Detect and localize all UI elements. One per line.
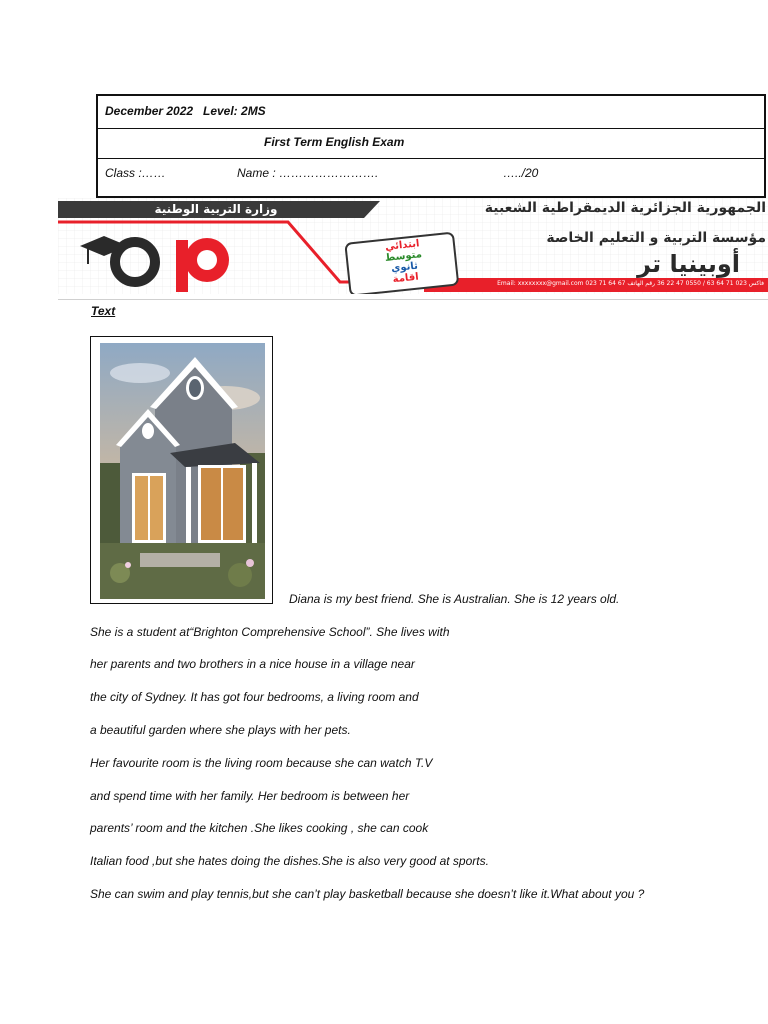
badge-level-primary: ابتدائي (384, 238, 420, 253)
levels-badge-text (350, 231, 459, 294)
name-field-label: Name : ……………………. (237, 166, 379, 180)
house-photo-icon (100, 343, 265, 599)
paragraph-line-3: her parents and two brothers in a nice house in a village near (90, 657, 415, 671)
paragraph-line-8: parents’ room and the kitchen .She likes cooking , she can cook (90, 821, 429, 835)
house-photo-frame (90, 336, 273, 604)
paragraph-line-6: Her favourite room is the living room because she can watch T.V (90, 756, 433, 770)
institution-text: مؤسسة التربية و التعليم الخاصة (546, 230, 766, 246)
exam-level: Level: 2MS (203, 104, 266, 118)
score-field-label: …../20 (503, 166, 539, 180)
header-row-date-level (98, 96, 764, 129)
exam-title: First Term English Exam (264, 135, 405, 149)
header-row-title (98, 129, 764, 159)
class-field-label: Class :…… (105, 166, 166, 180)
paragraph-line-5: a beautiful garden where she plays with her pets. (90, 723, 351, 737)
header-row-student-info (98, 159, 764, 196)
ministry-text: وزارة التربية الوطنية (154, 202, 278, 216)
section-heading: Text (91, 304, 116, 318)
republic-text: الجمهورية الجزائرية الديمقراطية الشعبية (484, 200, 766, 216)
paragraph-line-10: She can swim and play tennis,but she can’t play basketball because she doesn’t like it.What about you ? (90, 887, 645, 901)
exam-header-table (96, 94, 766, 198)
exam-date: December 2022 (105, 104, 194, 118)
paragraph-line-2: She is a student at“Brighton Comprehensive School”. She lives with (90, 625, 450, 639)
paragraph-line-9: Italian food ,but she hates doing the dishes.She is also very good at sports. (90, 854, 489, 868)
badge-level-residence: اقامة (392, 271, 420, 286)
badge-level-secondary: ثانوي (390, 260, 419, 275)
paragraph-line-4: the city of Sydney. It has got four bedrooms, a living room and (90, 690, 419, 704)
badge-level-middle: متوسط (384, 249, 423, 264)
contact-line: Email: xxxxxxxx@gmail.com 023 71 64 67 فاكس 023 71 64 63 / 0550 47 22 36 رقم الهاتف (497, 280, 764, 287)
paragraph-line-1: Diana is my best friend. She is Australian. She is 12 years old. (289, 592, 620, 606)
section-divider (58, 299, 768, 300)
paragraph-line-7: and spend time with her family. Her bedroom is between her (90, 789, 410, 803)
school-banner (58, 198, 768, 294)
school-name: أوبينيا تر (637, 250, 740, 278)
